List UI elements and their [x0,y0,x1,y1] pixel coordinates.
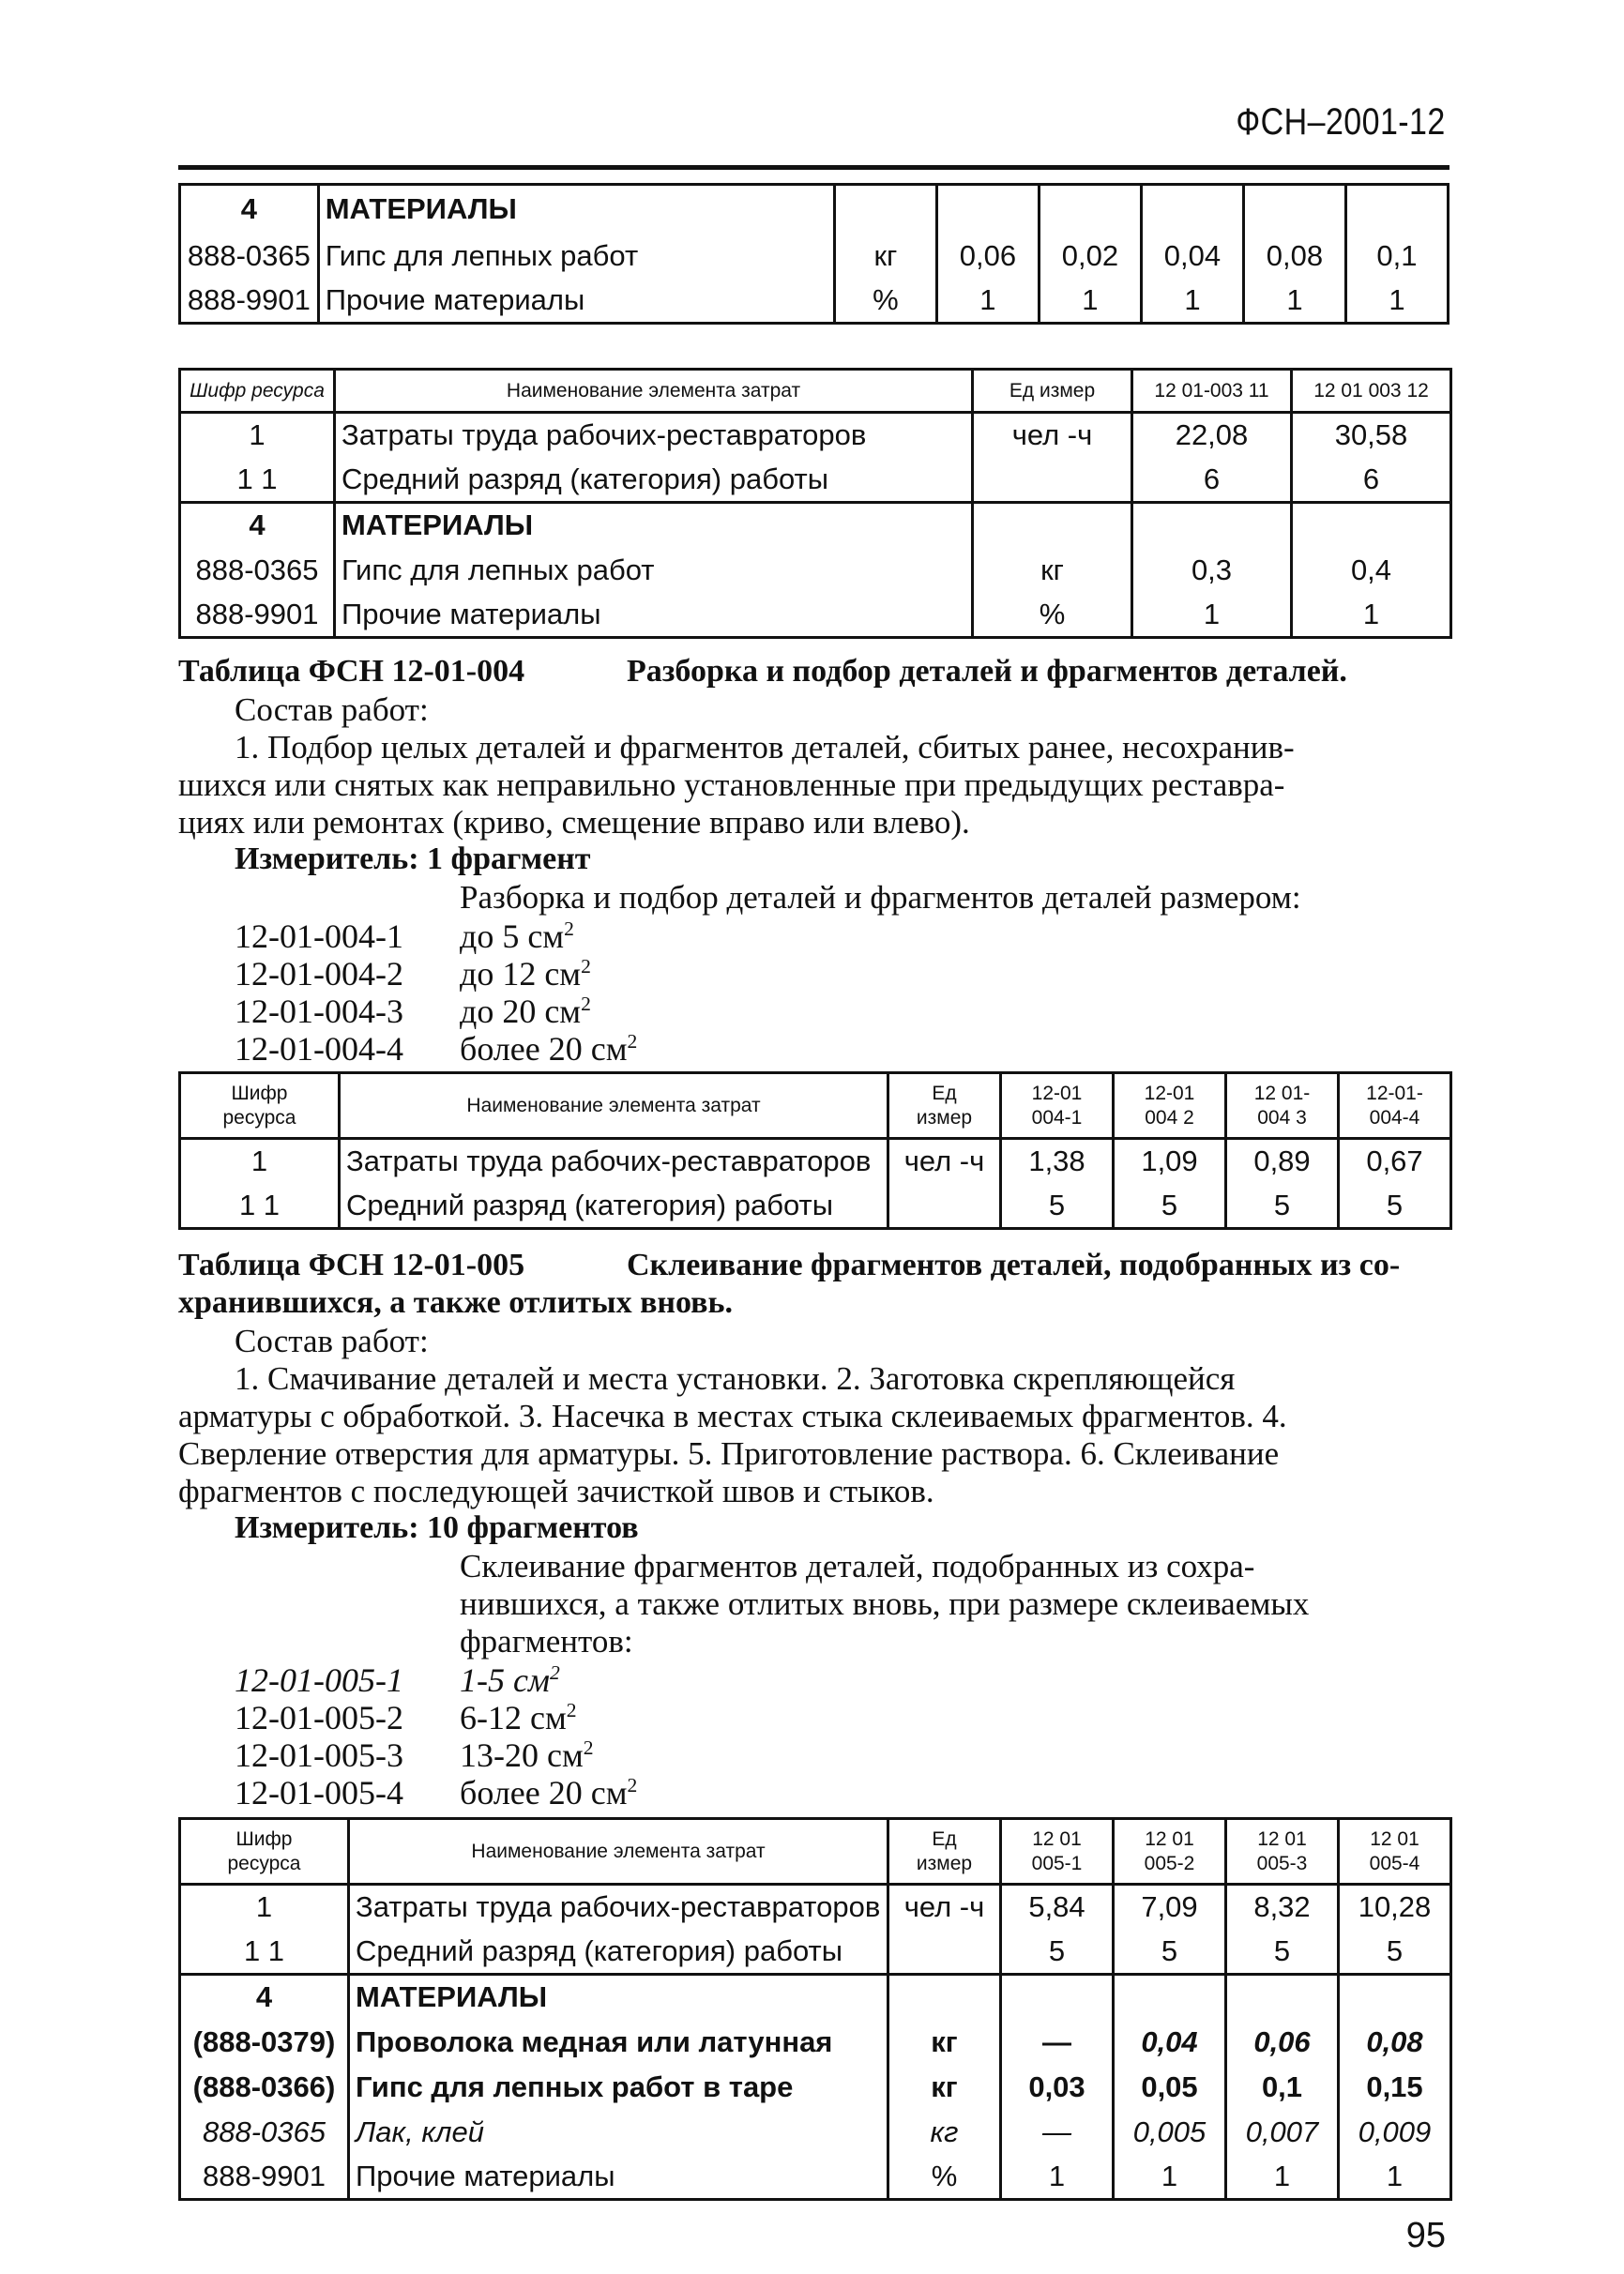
resource-code: 888-9901 [180,2155,349,2200]
value-cell: 0,04 [1114,2020,1226,2065]
value-cell: 5 [1339,1930,1451,1975]
table-row [180,185,1449,234]
value-cell: 10,28 [1339,1885,1451,1930]
cost-element-name: Прочие материалы [335,593,973,638]
value-cell: 1 [1243,279,1345,324]
table-row [180,1139,1451,1184]
header-norm-code: 12 01- 004 3 [1226,1073,1339,1139]
cost-element-name: МАТЕРИАЛЫ [318,185,834,234]
table-header-row [180,370,1451,413]
table-row [180,279,1449,324]
norm-size: до 20 $см^2$ [460,993,591,1030]
value-cell: 22,08 [1132,413,1292,458]
value-cell: 0,1 [1345,234,1448,279]
header-norm-code: 12 01 005-4 [1339,1819,1451,1885]
value-cell: 1,38 [1001,1139,1114,1184]
value-cell: 1,09 [1114,1139,1226,1184]
cost-element-name: Лак, клей [349,2110,888,2155]
table-row [180,1885,1451,1930]
norm-size: 13-20 $см^2$ [460,1736,594,1774]
unit [834,185,936,234]
header-norm-code: 12-01- 004-4 [1339,1073,1451,1139]
value-cell: 6 [1132,458,1292,503]
header-unit: Ед измер [888,1819,1001,1885]
unit: чел -ч [888,1139,1001,1184]
cost-element-name: Прочие материалы [349,2155,888,2200]
unit [888,1184,1001,1229]
value-cell: 0,89 [1226,1139,1339,1184]
unit: кг [973,548,1132,593]
header-cost-element: Наименование элемента затрат [349,1819,888,1885]
unit: кг [834,234,936,279]
resource-code: 4 [180,503,335,548]
resource-code: 1 1 [180,1930,349,1975]
table-row [180,1975,1451,2020]
cost-element-name: Средний разряд (категория) работы [349,1930,888,1975]
document-code: ФСН–2001-12 [1236,101,1446,143]
norm-size: до 5 $см^2$ [460,917,574,955]
table-row [180,1184,1451,1229]
header-resource-code: Шифр ресурса [180,1819,349,1885]
value-cell: 1 [1339,2155,1451,2200]
work-line: фрагментов с последующей зачисткой швов и стыков. [178,1473,934,1509]
header-norm-code: 12 01 005-3 [1226,1819,1339,1885]
value-cell: 1 [1226,2155,1339,2200]
value-cell: 0,08 [1339,2020,1451,2065]
header-norm-code: 12 01 003 12 [1292,370,1451,413]
resource-code: 1 1 [180,1184,340,1229]
norm-intro-004: Разборка и подбор деталей и фрагментов деталей размером: [460,879,1301,916]
table-row [180,413,1451,458]
value-cell: 1 [1345,279,1448,324]
page-number: 95 [1405,2216,1446,2255]
table-row [180,2020,1451,2065]
cost-element-name: Затраты труда рабочих-реставраторов [349,1885,888,1930]
norm-code: 12-01-004-3 [235,993,403,1030]
value-cell [1001,1975,1114,2020]
header-unit: Ед измер [973,370,1132,413]
cost-element-name: Гипс для лепных работ [335,548,973,593]
value-cell [936,185,1039,234]
value-cell: 0,04 [1141,234,1243,279]
norm-code: 12-01-004-4 [235,1030,403,1068]
table-label-005: Таблица ФСН 12-01-005 [178,1248,525,1282]
norm-code: 12-01-004-1 [235,917,403,955]
value-cell: 5 [1226,1930,1339,1975]
resource-code: (888-0379) [180,2020,349,2065]
header-norm-code: 12 01 005-1 [1001,1819,1114,1885]
work-line: 1. Подбор целых деталей и фрагментов деталей, сбитых ранее, несохранив- [235,729,1295,766]
norm-intro-005: фрагментов: [460,1623,633,1660]
value-cell: 1 [1001,2155,1114,2200]
value-cell: 6 [1292,458,1451,503]
value-cell: 1 [1132,593,1292,638]
value-cell [1345,185,1448,234]
norm-code: 12-01-005-4 [235,1774,403,1812]
value-cell: 0,1 [1226,2065,1339,2110]
resource-code: 1 [180,413,335,458]
value-cell: 5 [1114,1930,1226,1975]
resource-code: 4 [180,185,319,234]
value-cell: 0,4 [1292,548,1451,593]
table-row [180,2110,1451,2155]
work-line: циях или ремонтах (криво, смещение вправо или влево). [178,804,970,841]
header-norm-code: 12 01 005-2 [1114,1819,1226,1885]
value-cell: 5 [1001,1184,1114,1229]
norm-size: 6-12 $см^2$ [460,1699,577,1736]
table-materials-continued [178,183,1449,325]
value-cell [1226,1975,1339,2020]
value-cell: 1 [1039,279,1141,324]
table-label-004: Таблица ФСН 12-01-004 [178,654,525,689]
value-cell: 0,005 [1114,2110,1226,2155]
value-cell: 5 [1001,1930,1114,1975]
norm-size: более 20 $см^2$ [460,1774,638,1812]
table-12-01-003 [178,368,1452,639]
value-cell: 0,3 [1132,548,1292,593]
unit: кг [888,2020,1001,2065]
norm-size: более 20 $см^2$ [460,1030,638,1068]
table-12-01-004 [178,1071,1452,1230]
table-header-row [180,1819,1451,1885]
table-row [180,2065,1451,2110]
cost-element-name: Гипс для лепных работ [318,234,834,279]
value-cell: — [1001,2110,1114,2155]
resource-code: 1 [180,1885,349,1930]
value-cell: 1 [1292,593,1451,638]
value-cell: 5 [1114,1184,1226,1229]
resource-code: 1 1 [180,458,335,503]
header-cost-element: Наименование элемента затрат [335,370,973,413]
value-cell: 0,007 [1226,2110,1339,2155]
value-cell: 8,32 [1226,1885,1339,1930]
value-cell: 5 [1226,1184,1339,1229]
unit [888,1975,1001,2020]
table-title-005: Склеивание фрагментов деталей, подобранных из со- [627,1248,1401,1282]
value-cell: 1 [936,279,1039,324]
table-row [180,503,1451,548]
unit: % [973,593,1132,638]
norm-code: 12-01-005-3 [235,1736,403,1774]
value-cell: 7,09 [1114,1885,1226,1930]
resource-code: 1 [180,1139,340,1184]
resource-code: (888-0366) [180,2065,349,2110]
table-header-row [180,1073,1451,1139]
cost-element-name: Прочие материалы [318,279,834,324]
table-title-005-cont: хранившихся, а также отлитых вновь. [178,1285,734,1320]
header-resource-code: Шифр ресурса [180,1073,340,1139]
norm-size: 1-5 $см^2$ [460,1661,560,1699]
unit [973,503,1132,548]
value-cell [1132,503,1292,548]
norm-intro-005: нившихся, а также отлитых вновь, при размере склеиваемых [460,1585,1310,1622]
table-row [180,548,1451,593]
table-title-004: Разборка и подбор деталей и фрагментов деталей. [627,654,1347,689]
unit: чел -ч [973,413,1132,458]
value-cell [1141,185,1243,234]
work-line: арматуры с обработкой. 3. Насечка в местах стыка склеиваемых фрагментов. 4. [178,1398,1287,1434]
resource-code: 888-0365 [180,234,319,279]
cost-element-name: МАТЕРИАЛЫ [335,503,973,548]
value-cell [1039,185,1141,234]
resource-code: 888-0365 [180,548,335,593]
norm-code: 12-01-005-1 [235,1661,403,1699]
norm-code: 12-01-005-2 [235,1699,403,1736]
value-cell: 0,06 [936,234,1039,279]
table-row [180,234,1449,279]
resource-code: 4 [180,1975,349,2020]
header-cost-element: Наименование элемента затрат [340,1073,888,1139]
norm-code: 12-01-004-2 [235,955,403,993]
cost-element-name: Затраты труда рабочих-реставраторов [340,1139,888,1184]
header-norm-code: 12-01 004 2 [1114,1073,1226,1139]
value-cell: 1 [1114,2155,1226,2200]
value-cell [1339,1975,1451,2020]
unit: % [834,279,936,324]
value-cell [1243,185,1345,234]
value-cell: 0,05 [1114,2065,1226,2110]
value-cell [1292,503,1451,548]
norm-size: до 12 $см^2$ [460,955,591,993]
composition-label-005: Состав работ: [235,1323,429,1359]
cost-element-name: Проволока медная или латунная [349,2020,888,2065]
value-cell: 0,02 [1039,234,1141,279]
work-line: Сверление отверстия для арматуры. 5. Приготовление раствора. 6. Склеивание [178,1435,1280,1472]
value-cell: 30,58 [1292,413,1451,458]
work-line: 1. Смачивание деталей и места установки. 2. Заготовка скрепляющейся [235,1360,1236,1397]
measure-unit-004: Измеритель: 1 фрагмент [235,841,591,876]
table-row [180,2155,1451,2200]
resource-code: 888-0365 [180,2110,349,2155]
value-cell: 0,08 [1243,234,1345,279]
value-cell: 5 [1339,1184,1451,1229]
resource-code: 888-9901 [180,279,319,324]
header-rule [178,165,1449,170]
unit: % [888,2155,1001,2200]
unit: кг [888,2110,1001,2155]
value-cell: 0,06 [1226,2020,1339,2065]
cost-element-name: Гипс для лепных работ в таре [349,2065,888,2110]
value-cell: 1 [1141,279,1243,324]
value-cell [1114,1975,1226,2020]
value-cell: 0,03 [1001,2065,1114,2110]
table-row [180,593,1451,638]
value-cell: 0,009 [1339,2110,1451,2155]
cost-element-name: МАТЕРИАЛЫ [349,1975,888,2020]
cost-element-name: Затраты труда рабочих-реставраторов [335,413,973,458]
unit: кг [888,2065,1001,2110]
table-row [180,458,1451,503]
norm-intro-005: Склеивание фрагментов деталей, подобранных из сохра- [460,1548,1255,1584]
measure-unit-005: Измеритель: 10 фрагментов [235,1510,639,1545]
composition-label-004: Состав работ: [235,691,429,728]
table-12-01-005 [178,1817,1452,2201]
cost-element-name: Средний разряд (категория) работы [335,458,973,503]
table-row [180,1930,1451,1975]
unit [973,458,1132,503]
header-resource-code: Шифр ресурса [180,370,335,413]
cost-element-name: Средний разряд (категория) работы [340,1184,888,1229]
unit [888,1930,1001,1975]
value-cell: — [1001,2020,1114,2065]
header-norm-code: 12-01 004-1 [1001,1073,1114,1139]
header-unit: Ед измер [888,1073,1001,1139]
header-norm-code: 12 01-003 11 [1132,370,1292,413]
resource-code: 888-9901 [180,593,335,638]
work-line: шихся или снятых как неправильно установленные при предыдущих реставра- [178,766,1285,803]
value-cell: 0,15 [1339,2065,1451,2110]
value-cell: 5,84 [1001,1885,1114,1930]
value-cell: 0,67 [1339,1139,1451,1184]
unit: чел -ч [888,1885,1001,1930]
